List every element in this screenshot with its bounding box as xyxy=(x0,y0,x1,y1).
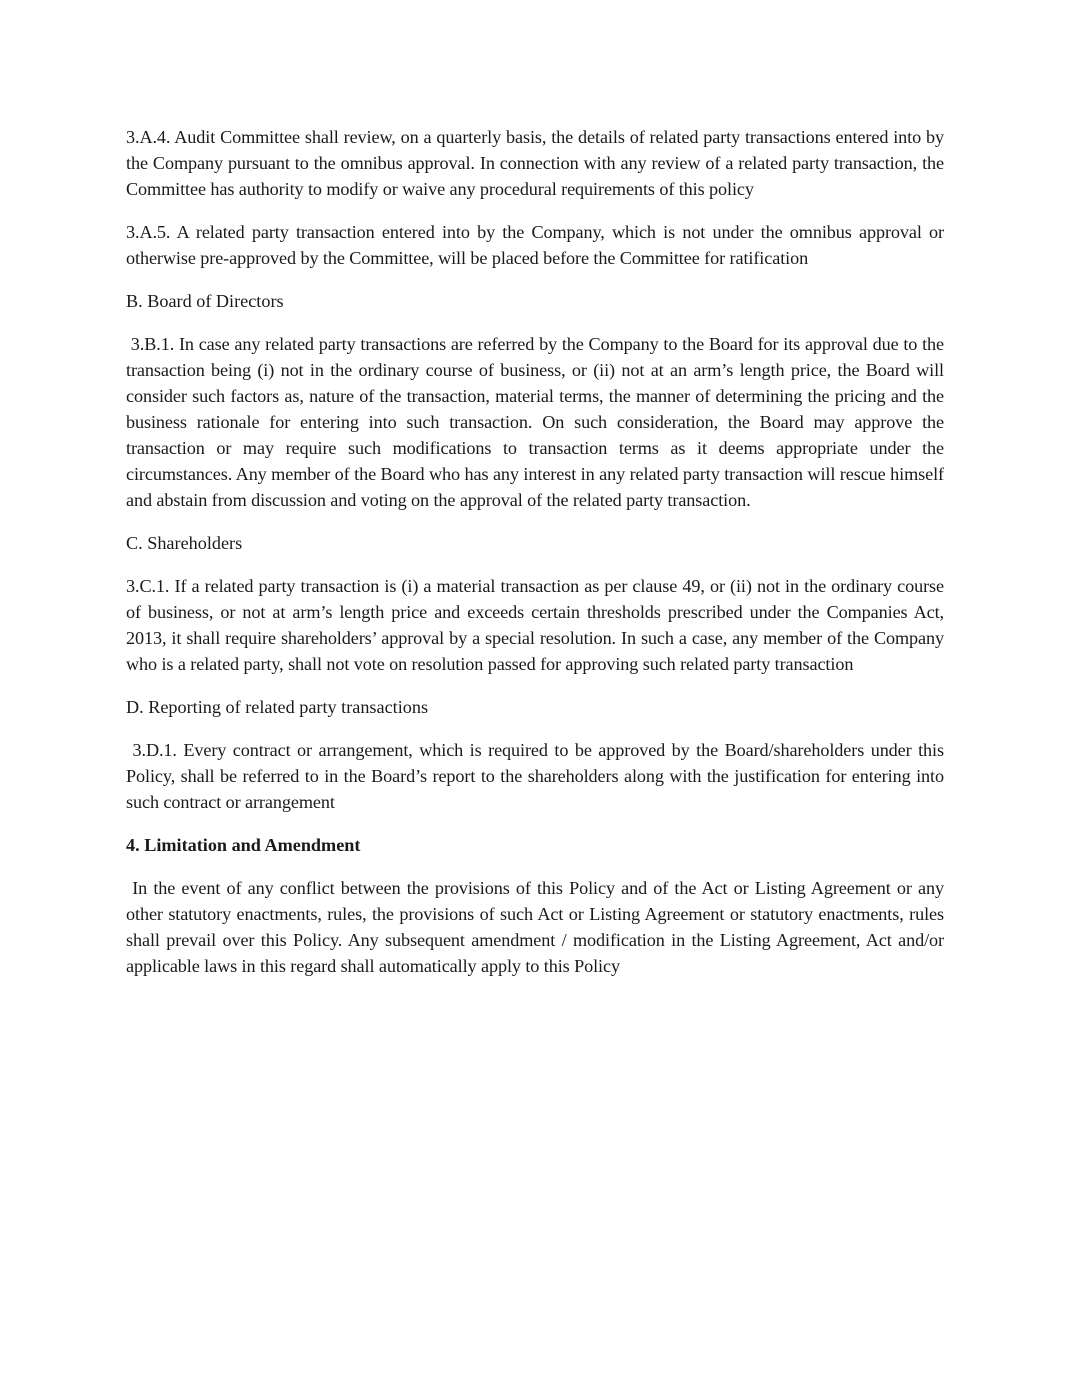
heading-board-of-directors: B. Board of Directors xyxy=(126,291,284,311)
paragraph-3b1-text: 3.B.1. In case any related party transactions are referred by the Company to the Board for its approval due to the transaction being (i) not in the ordinary course of business, or (ii) not at an arm’s length price, the Board will consider such factors as, nature of the transaction, material terms, the manner of determining the pricing and the business rationale for entering into such transaction. On such consideration, the Board may approve the transaction or may require such modifications to transaction terms as it deems appropriate under the circumstances. Any member of the Board who has any interest in any related party transaction will rescue himself and abstain from discussion and voting on the approval of the related party transaction. xyxy=(126,334,944,510)
paragraph-3b1 xyxy=(126,331,944,513)
heading-shareholders: C. Shareholders xyxy=(126,533,243,553)
heading-reporting: D. Reporting of related party transactions xyxy=(126,697,429,717)
paragraph-3d1 xyxy=(126,737,944,815)
paragraph-4 xyxy=(126,875,944,979)
paragraph-4-text: In the event of any conflict between the provisions of this Policy and of the Act or Listing Agreement or any other statutory enactments, rules, the provisions of such Act or Listing Agreement or statutory enactments, rules shall prevail over this Policy. Any subsequent amendment / modification in the Listing Agreement, Act and/or applicable laws in this regard shall automatically apply to this Policy xyxy=(126,878,944,976)
paragraph-3d1-text: 3.D.1. Every contract or arrangement, which is required to be approved by the Board/shareholders under this Policy, shall be referred to in the Board’s report to the shareholders along with the justification for entering into such contract or arrangement xyxy=(126,740,944,812)
heading-limitation-and-amendment: 4. Limitation and Amendment xyxy=(126,835,361,855)
paragraph-3a4: 3.A.4. Audit Committee shall review, on a quarterly basis, the details of related party transactions entered into by the Company pursuant to the omnibus approval. In connection with any review of a related party transaction, the Committee has authority to modify or waive any procedural requirements of this policy xyxy=(126,127,944,199)
document-page xyxy=(126,124,944,996)
paragraph-3c1: 3.C.1. If a related party transaction is (i) a material transaction as per clause 49, or (ii) not in the ordinary course of business, or not at arm’s length price and exceeds certain thresholds prescribed under the Companies Act, 2013, it shall require shareholders’ approval by a special resolution. In such a case, any member of the Company who is a related party, shall not vote on resolution passed for approving such related party transaction xyxy=(126,576,944,674)
paragraph-3a5: 3.A.5. A related party transaction entered into by the Company, which is not under the omnibus approval or otherwise pre-approved by the Committee, will be placed before the Committee for ratification xyxy=(126,222,944,268)
